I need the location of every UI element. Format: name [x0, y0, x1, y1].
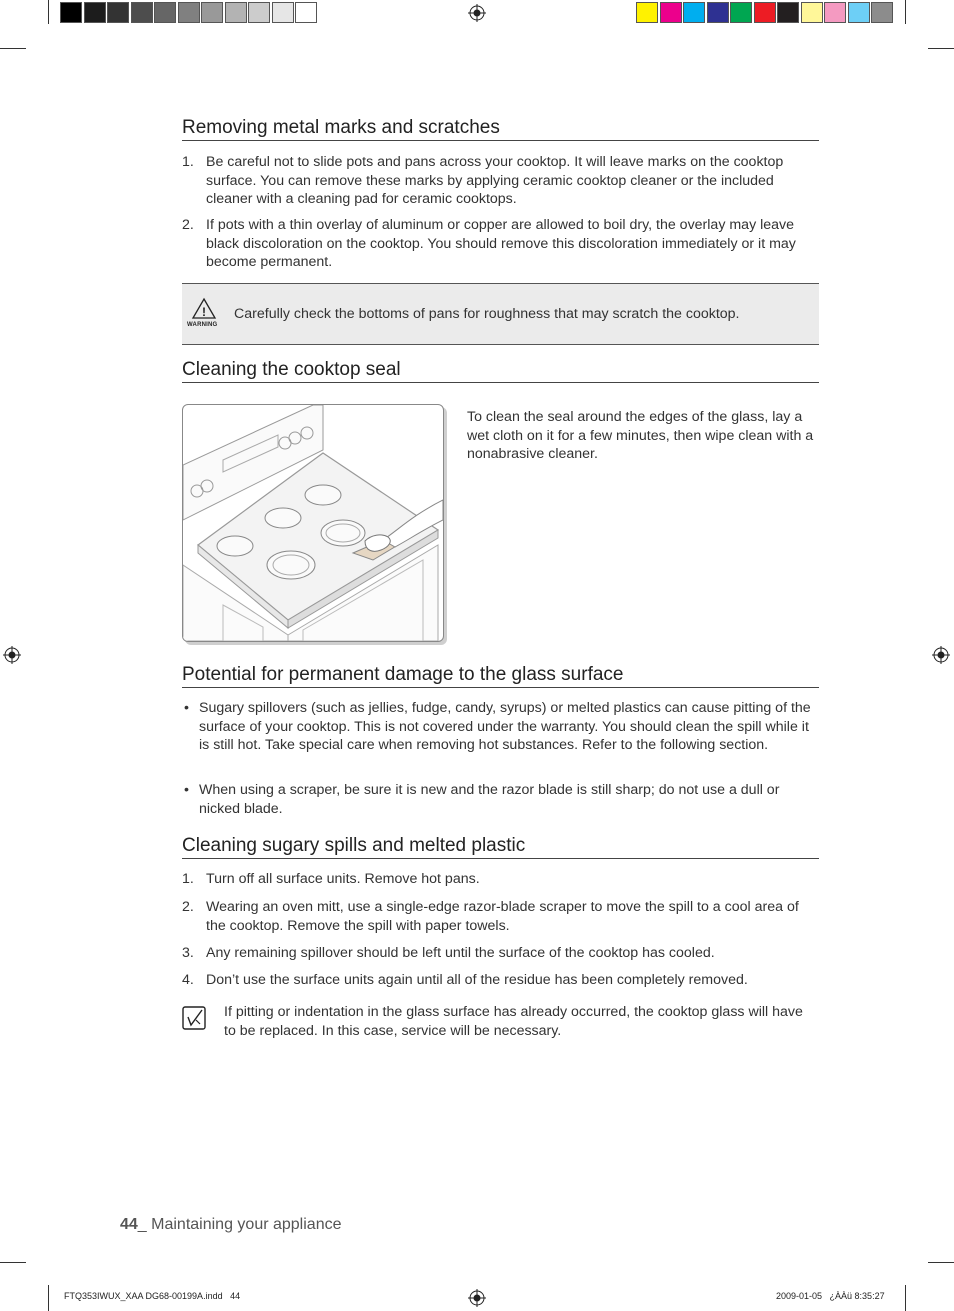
crop-mark	[48, 1285, 49, 1311]
bullet: •	[184, 700, 189, 716]
item-number: 3.	[182, 945, 194, 961]
color-swatch	[636, 2, 658, 23]
crop-mark	[0, 48, 26, 49]
list-item	[182, 153, 822, 209]
color-swatch	[107, 2, 129, 23]
color-swatch	[871, 2, 893, 23]
warning-label: WARNING	[187, 322, 218, 328]
item-text: Turn off all surface units. Remove hot pans.	[206, 871, 480, 887]
list-item	[182, 216, 822, 272]
item-number: 1.	[182, 871, 194, 887]
color-swatch	[295, 2, 317, 23]
page-section-title: _ Maintaining your appliance	[137, 1216, 342, 1233]
page-footer	[120, 1216, 341, 1234]
section-title-glass-damage: Potential for permanent damage to the glass surface	[182, 663, 819, 688]
warning-icon	[191, 297, 217, 321]
color-swatch	[730, 2, 752, 23]
section-title-sugary-spills: Cleaning sugary spills and melted plastic	[182, 834, 819, 859]
section-title-cooktop-seal: Cleaning the cooktop seal	[182, 358, 819, 383]
crop-mark	[928, 48, 954, 49]
item-number: 4.	[182, 972, 194, 988]
svg-text:!: !	[202, 305, 206, 319]
color-swatch	[201, 2, 223, 23]
crop-mark	[905, 0, 906, 24]
color-swatch	[777, 2, 799, 23]
warning-box	[182, 283, 819, 345]
item-text: Don’t use the surface units again until all of the residue has been completely removed.	[206, 972, 748, 988]
list-item	[182, 870, 822, 889]
color-swatch	[824, 2, 846, 23]
bullet: •	[184, 782, 189, 798]
color-swatch	[848, 2, 870, 23]
color-swatch	[60, 2, 82, 23]
crop-mark	[0, 1262, 26, 1263]
crop-mark	[905, 1285, 906, 1311]
list-item	[182, 971, 822, 990]
item-text: Any remaining spillover should be left until the surface of the cooktop has cooled.	[206, 945, 715, 961]
item-number: 1.	[182, 154, 194, 170]
registration-mark-icon	[932, 646, 950, 664]
registration-mark-icon	[468, 1289, 486, 1307]
crop-mark	[48, 0, 49, 24]
item-number: 2.	[182, 217, 194, 233]
item-number: 2.	[182, 899, 194, 915]
item-text: Sugary spillovers (such as jellies, fudge, candy, syrups) or melted plastics can cause pitting of the surface of your cooktop. This is not covered under the warranty. You should clean the spill while it is still hot. Take special care when removing hot substances. Refer to the following section.	[199, 700, 811, 753]
item-text: When using a scraper, be sure it is new and the razor blade is still sharp; do not use a dull or nicked blade.	[199, 782, 780, 817]
note-icon	[182, 1006, 208, 1032]
color-swatch	[272, 2, 294, 23]
list-item	[182, 699, 822, 755]
registration-mark-icon	[468, 4, 486, 22]
item-text: Be careful not to slide pots and pans across your cooktop. It will leave marks on the cooktop surface. You can remove these marks by applying ceramic cooktop cleaner or the included cleaner with a cleaning pad for ceramic cooktops.	[206, 154, 784, 207]
color-swatch	[178, 2, 200, 23]
registration-mark-icon	[3, 646, 21, 664]
list-item	[182, 781, 822, 818]
color-swatch	[131, 2, 153, 23]
color-swatch	[683, 2, 705, 23]
color-swatch	[801, 2, 823, 23]
color-swatch	[225, 2, 247, 23]
warning-text: Carefully check the bottoms of pans for roughness that may scratch the cooktop.	[234, 306, 740, 322]
color-swatch	[707, 2, 729, 23]
color-swatch	[754, 2, 776, 23]
seal-cleaning-text: To clean the seal around the edges of the glass, lay a wet cloth on it for a few minutes, then wipe clean with a nonabrasive cleaner.	[467, 409, 814, 462]
list-item	[182, 898, 822, 935]
print-timestamp: 2009-01-05 ¿ÀÀü 8:35:27	[776, 1291, 885, 1301]
color-swatch	[84, 2, 106, 23]
section-title-metal-marks: Removing metal marks and scratches	[182, 116, 819, 141]
crop-mark	[928, 1262, 954, 1263]
page-number: 44	[120, 1216, 138, 1233]
cooktop-cleaning-illustration	[182, 404, 444, 642]
color-swatch	[660, 2, 682, 23]
color-swatch	[248, 2, 270, 23]
note-text: If pitting or indentation in the glass surface has already occurred, the cooktop glass will have to be replaced. In this case, service will be necessary.	[224, 1004, 803, 1039]
item-text: If pots with a thin overlay of aluminum or copper are allowed to boil dry, the overlay may leave black discoloration on the cooktop. You should remove this discoloration immediately or it may become permanent.	[206, 217, 796, 270]
print-file-name: FTQ353IWUX_XAA DG68-00199A.indd 44	[64, 1291, 241, 1301]
list-item	[182, 944, 822, 963]
color-swatch	[154, 2, 176, 23]
item-text: Wearing an oven mitt, use a single-edge razor-blade scraper to move the spill to a cool area of the cooktop. Remove the spill with paper towels.	[206, 899, 799, 934]
